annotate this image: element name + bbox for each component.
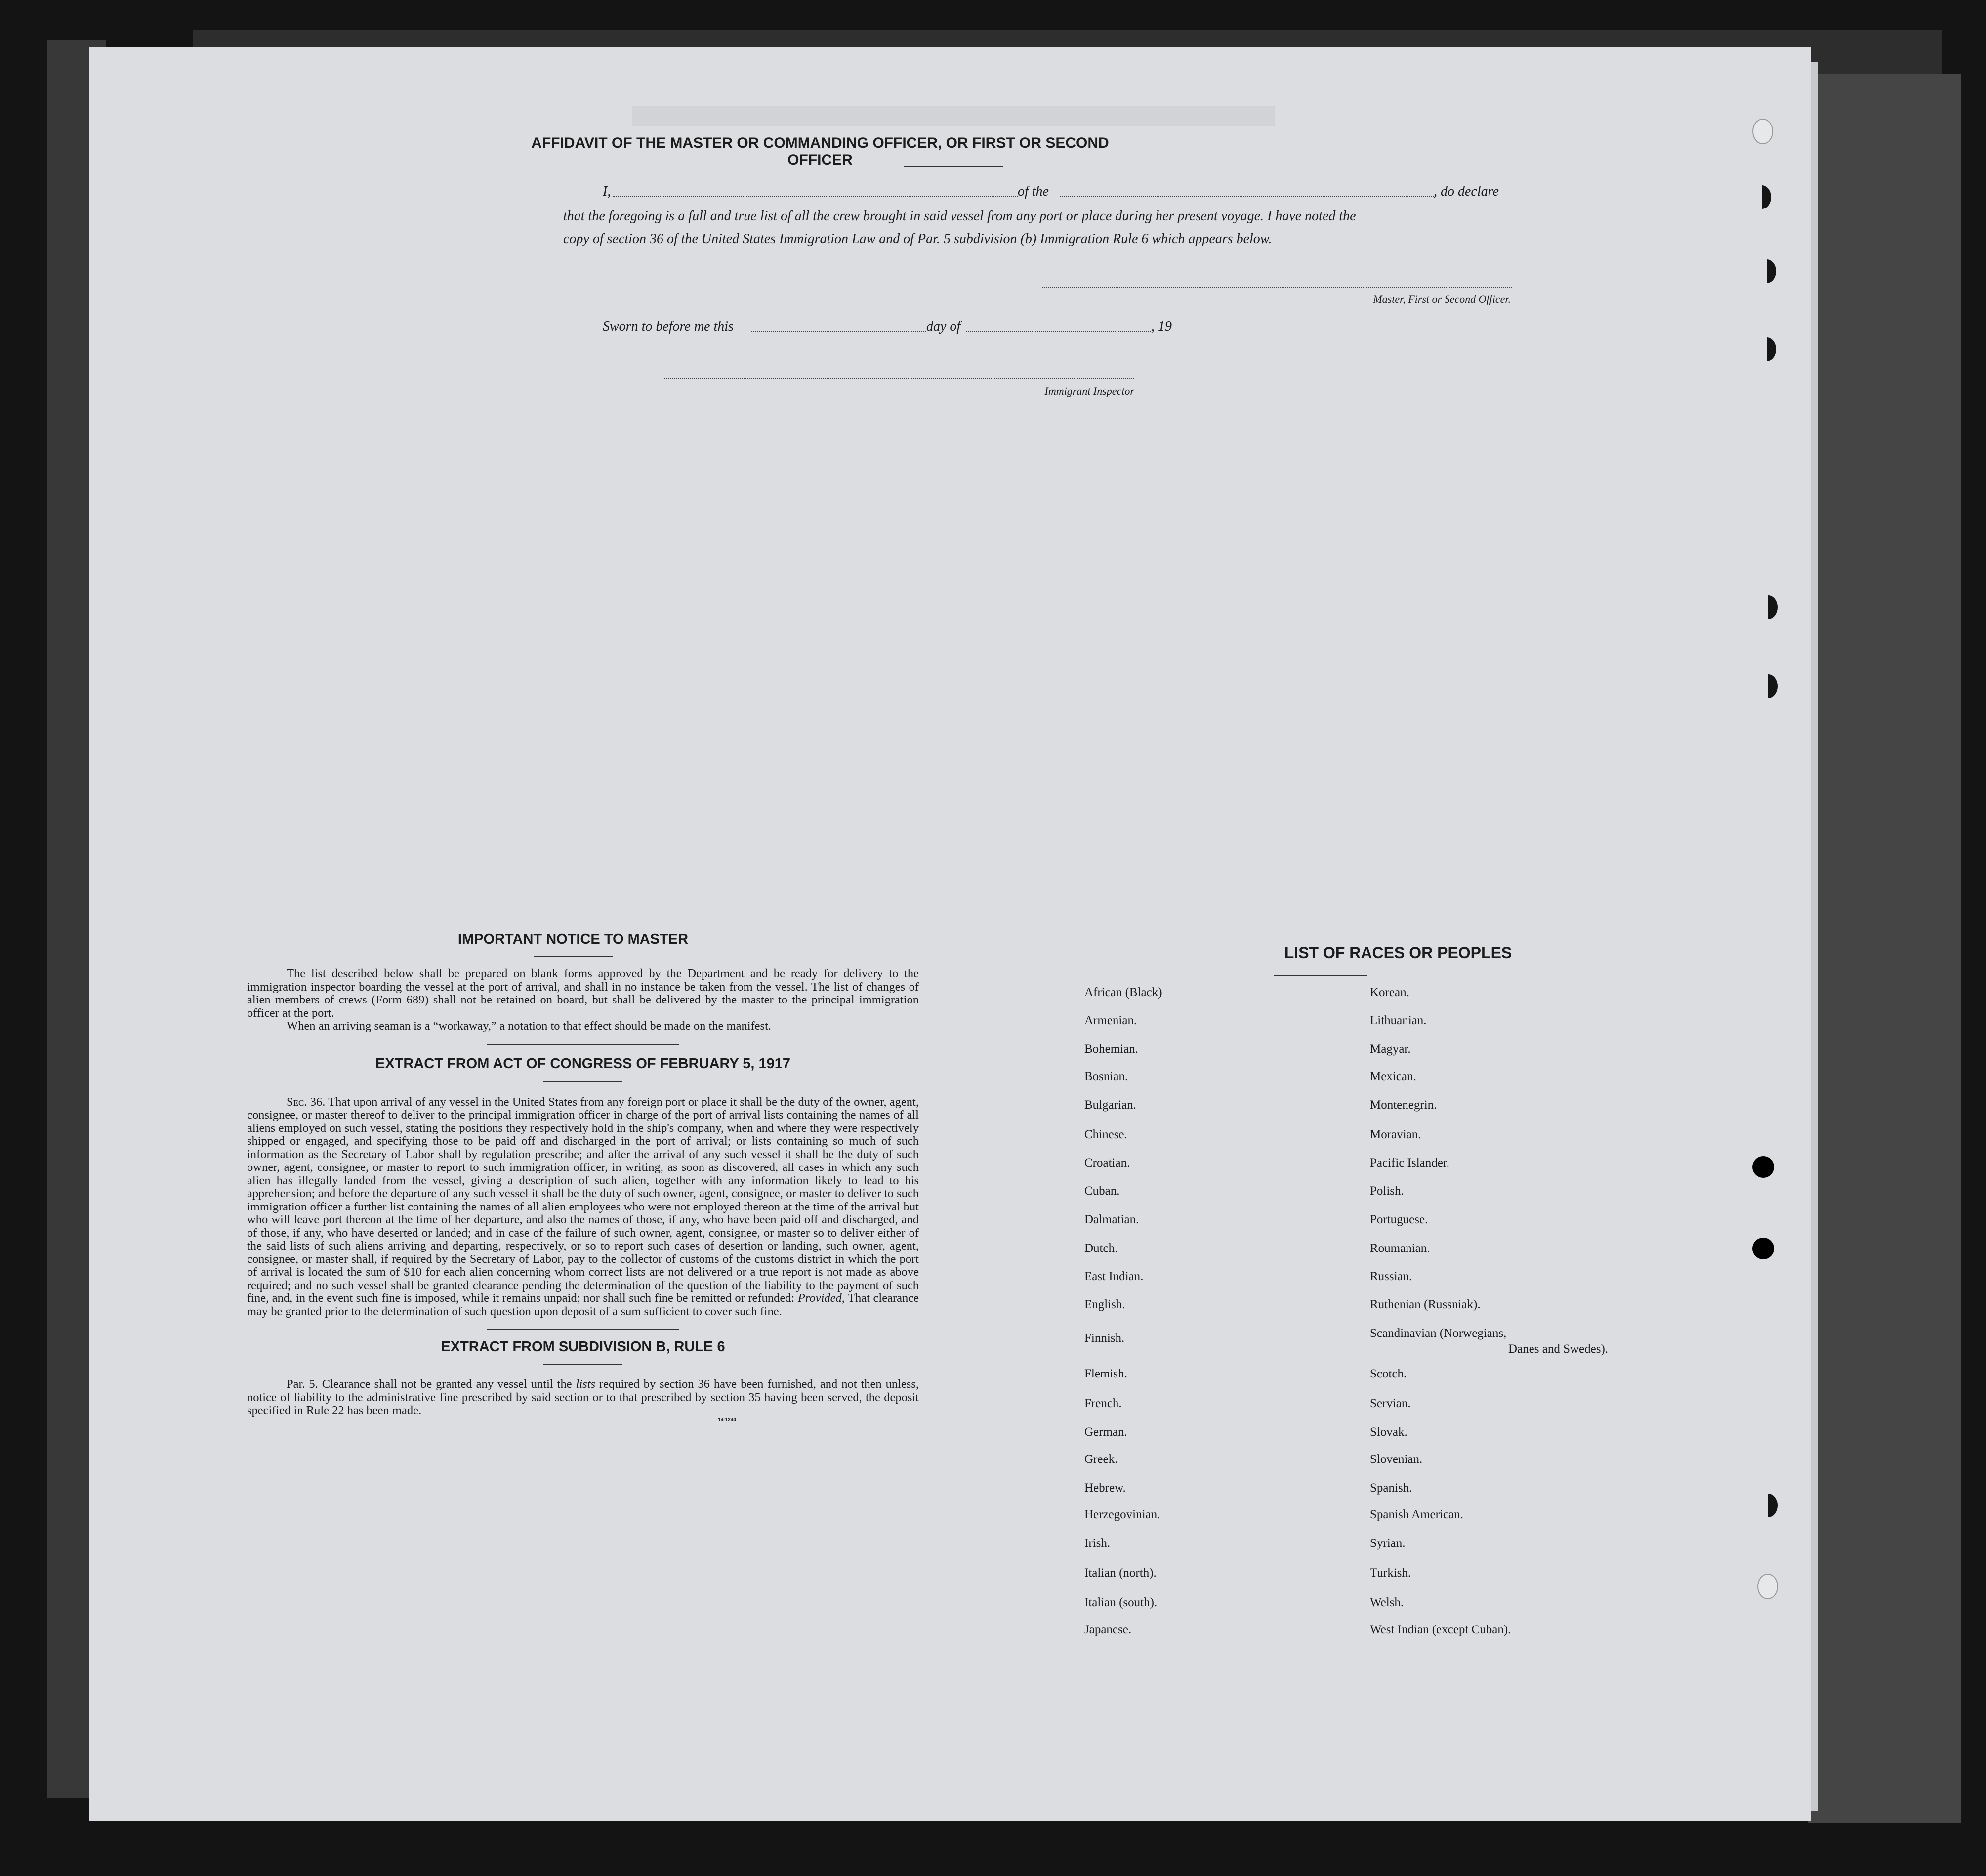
back-sheet-right [1808,74,1961,1823]
left-race-item: Armenian. [1084,1014,1137,1027]
right-race-item: Roumanian. [1370,1242,1430,1255]
left-race-item: East Indian. [1084,1270,1144,1283]
right-race-item: Russian. [1370,1270,1412,1283]
binder-hole [1752,1156,1774,1178]
extract-act-title: EXTRACT FROM ACT OF CONGRESS OF FEBRUARY 5, 1917 [375,1055,791,1072]
binder-hole [1752,185,1771,209]
year-label: , 19 [1151,319,1172,334]
right-race-item: Portuguese. [1370,1213,1428,1226]
rule-6-body-end: required by section 36 have been furnished, and not then unless, notice of liability to the administrative fine prescribed by said section or to that prescribed by section 35 having been served, the deposit specified in Rule 22 has been made. [247,1377,919,1417]
binder-hole [1757,1574,1778,1599]
extract-rule-divider [543,1364,622,1365]
extract-rule-title: EXTRACT FROM SUBDIVISION B, RULE 6 [441,1339,725,1355]
left-race-item: Cuban. [1084,1184,1120,1198]
master-signature-line [1042,287,1512,288]
day-of-label: day of [926,319,961,334]
left-race-item: African (Black) [1084,986,1162,999]
provided-word: Provided, [797,1292,845,1305]
section-divider-2 [487,1329,679,1330]
form-number: 14-1240 [718,1417,736,1423]
left-race-item: Chinese. [1084,1128,1127,1141]
right-race-item: Mexican. [1370,1070,1416,1083]
left-race-item: Japanese. [1084,1623,1132,1636]
right-race-item: Spanish. [1370,1481,1412,1495]
bleed-through [632,106,1275,126]
left-race-item: Herzegovinian. [1084,1508,1160,1521]
left-race-item: Dalmatian. [1084,1213,1139,1226]
right-race-item: Welsh. [1370,1596,1404,1609]
binder-hole [1759,595,1778,619]
notice-title: IMPORTANT NOTICE TO MASTER [457,931,689,947]
left-race-item: Croatian. [1084,1156,1130,1169]
sworn-label: Sworn to before me this [603,319,734,334]
affidavit-line-3: copy of section 36 of the United States Immigration Law and of Par. 5 subdivision (b) Immigration Rule 6 which appears below. [563,231,1272,247]
right-race-item: Montenegrin. [1370,1098,1437,1112]
left-race-item: English. [1084,1298,1125,1311]
affidavit-line-2: that the foregoing is a full and true list of all the crew brought in said vessel from any port or place during her present voyage. I have noted the [563,208,1356,224]
right-race-item: Scotch. [1370,1367,1407,1380]
section-36-text [247,1096,919,1319]
section-divider [487,1044,679,1045]
notice-paragraph-2: When an arriving seaman is a “workaway,” a notation to that effect should be made on the manifest. [287,1019,772,1033]
left-race-item: German. [1084,1425,1127,1439]
binder-hole [1752,119,1773,144]
left-race-item: Italian (north). [1084,1566,1157,1580]
sec-36-label: Sec. 36. [287,1095,326,1109]
lists-word: lists [576,1377,596,1391]
inspector-label: Immigrant Inspector [1044,385,1134,397]
right-race-item: Spanish American. [1370,1508,1463,1521]
right-race-item: Scandinavian (Norwegians, [1370,1327,1507,1340]
title-divider [904,166,1003,167]
left-race-item: French. [1084,1397,1122,1410]
master-signature-label: Master, First or Second Officer. [1373,293,1511,305]
left-race-item: Dutch. [1084,1242,1118,1255]
right-race-item: Pacific Islander. [1370,1156,1450,1169]
right-race-item: Polish. [1370,1184,1404,1198]
right-race-item: Slovenian. [1370,1453,1423,1466]
notice-divider [534,956,613,957]
affidavit-i-label: I, [603,184,611,199]
left-race-item: Flemish. [1084,1367,1127,1380]
right-race-item: Ruthenian (Russniak). [1370,1298,1481,1311]
binder-hole [1759,674,1778,698]
sec-36-body: That upon arrival of any vessel in the United States from any foreign port or place it shall be the duty of the owner, agent, consignee, or master thereof to deliver to the principal immigration officer in charge of the port of arrival lists containing the names of all aliens employed on such vessel, stating the positions they respectively hold in the ship's company, when and where they were respectively shipped or engaged, and specifying those to be paid off and discharged in the port of arrival; or lists containing so much of such information as the Secretary of Labor shall by regulation prescribe; and after the arrival of any such vessel it shall be the duty of such owner, agent, consignee, or master to report to such immigration officer, in writing, as soon as discovered, all cases in which any such alien has illegally landed from the vessel, giving a description of such alien, together with any information likely to lead to his apprehension; and before the departure of any such vessel it shall be the duty of such owner, agent, consignee, or master to deliver to such immigration officer a further list containing the names of all alien employees who were not employed thereon at the time of the arrival but who will leave port thereon at the time of her departure, and also the names of those, if any, who have been paid off and discharged, and of those, if any, who have deserted or landed; and in case of the failure of such owner, agent, consignee, or master so to deliver either of the said lists of such aliens arriving and departing, respectively, or so to report such cases of desertion or landing, such owner, agent, consignee, or master shall, if required by the Secretary of Labor, pay to the collector of customs of the customs district in which the port of arrival is located the sum of $10 for each alien concerning whom correct lists are not delivered or a true report is not made as above required; and no such vessel shall be granted clearance pending the determination of the question of the liability to the payment of such fine, and, in the event such fine is imposed, while it remains unpaid; nor shall such fine be remitted or refunded: [247,1095,919,1305]
affidavit-of-the-label: of the [1018,184,1049,199]
binder-hole [1759,1494,1778,1517]
document-page [89,47,1811,1821]
rule-6-body: Par. 5. Clearance shall not be granted any vessel until the [287,1377,572,1391]
affidavit-title: AFFIDAVIT OF THE MASTER OR COMMANDING OFFICER, OR FIRST OR SECOND OFFICER [531,135,1109,168]
binder-hole [1757,259,1776,283]
right-race-item: West Indian (except Cuban). [1370,1623,1511,1636]
sec-36-body-end: That clearance may be granted prior to the determination of such question upon deposit of a sum sufficient to cover such fine. [247,1292,919,1318]
left-race-item: Greek. [1084,1453,1118,1466]
binder-hole [1752,1238,1774,1259]
extract-act-divider [543,1081,622,1082]
month-blank [966,331,1151,332]
races-divider [1274,975,1367,976]
right-race-item: Lithuanian. [1370,1014,1427,1027]
races-title: LIST OF RACES OR PEOPLES [1284,944,1512,961]
sworn-date-blank [751,331,926,332]
left-race-item: Irish. [1084,1537,1111,1550]
notice-paragraph-1: The list described below shall be prepared on blank forms approved by the Department and be ready for delivery to the immigration inspector boarding the vessel at the port of arrival, and shall in no instance be taken from the vessel. The list of changes of alien members of crews (Form 689) shall not be retained on board, but shall be delivered by the master to the principal immigration officer at the port. [247,967,919,1020]
left-race-item: Hebrew. [1084,1481,1126,1495]
vessel-blank [1060,196,1436,197]
race-item-scandinavian-cont: Danes and Swedes). [1508,1342,1609,1356]
right-race-item: Korean. [1370,986,1409,999]
inspector-signature-line [664,378,1134,379]
left-race-item: Italian (south). [1084,1596,1158,1609]
rule-6-text [247,1378,919,1417]
left-race-item: Bohemian. [1084,1042,1139,1056]
affidavit-declare-label: , do declare [1434,184,1499,199]
right-race-item: Syrian. [1370,1537,1406,1550]
left-race-item: Bosnian. [1084,1070,1128,1083]
right-race-item: Turkish. [1370,1566,1411,1580]
binder-hole [1757,337,1776,361]
left-race-item: Bulgarian. [1084,1098,1136,1112]
notice-column [247,931,919,1423]
right-race-item: Magyar. [1370,1042,1411,1056]
right-race-item: Servian. [1370,1397,1411,1410]
right-race-item: Slovak. [1370,1425,1407,1439]
right-race-item: Moravian. [1370,1128,1421,1141]
name-blank [613,196,1018,197]
left-race-item: Finnish. [1084,1332,1125,1345]
